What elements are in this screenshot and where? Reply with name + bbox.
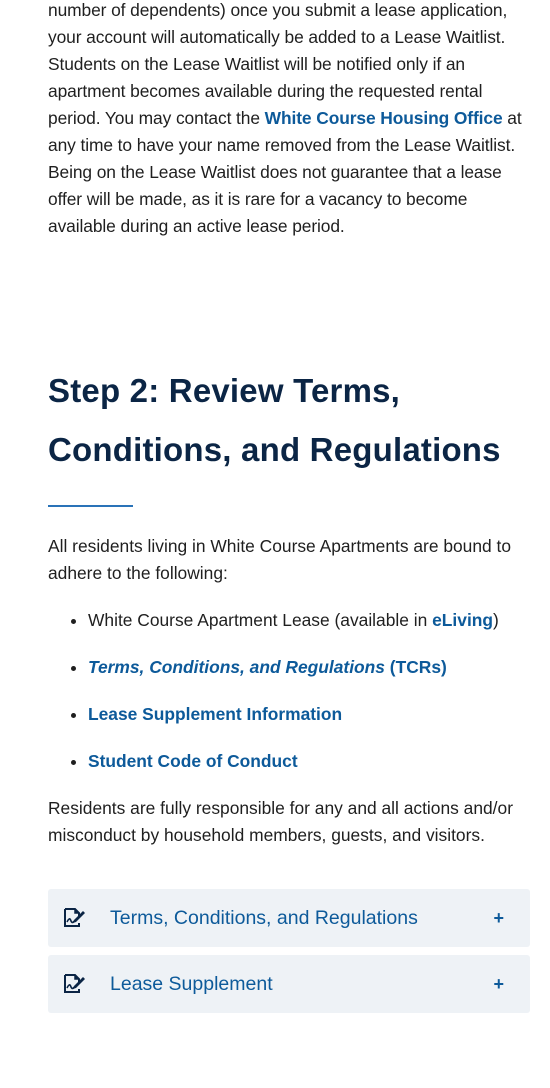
responsibility-paragraph: Residents are fully responsible for any and all actions and/or misconduct by household members, guests, and visitors. [48,798,513,845]
signature-document-icon [62,973,86,995]
tcrs-link[interactable]: Terms, Conditions, and Regulations [88,657,385,677]
accordion-label: Lease Supplement [110,973,273,995]
student-code-of-conduct-link[interactable]: Student Code of Conduct [88,751,298,771]
residents-bound-paragraph: All residents living in White Course Apartments are bound to adhere to the following: [48,536,512,583]
lease-item-closing: ) [493,610,499,630]
step-2-heading: Step 2: Review Terms, Conditions, and Regulations [48,372,501,468]
main-content [48,0,530,995]
accordion-terms-conditions-regulations[interactable] [48,889,530,947]
requirements-list [48,607,499,795]
intro-text-after: at any time to have your name removed from the Lease Waitlist. Being on the Lease Waitlist does not guarantee that a lease offer will be made, as it is rare for a vacancy to become available during an active lease period. [48,108,522,236]
heading-divider [48,505,133,507]
accordion-label: Terms, Conditions, and Regulations [110,907,418,929]
list-item [88,748,499,775]
white-course-housing-office-link[interactable]: White Course Housing Office [264,108,503,128]
signature-document-icon [62,907,86,929]
accordion-lease-supplement[interactable] [48,955,530,1013]
lease-supplement-information-link[interactable]: Lease Supplement Information [88,704,343,724]
intro-text-before: number of dependents) once you submit a lease application, your account will automatically be added to a Lease Waitlist. Students on the Lease Waitlist will be notified only if an apartment becomes available during the requested rental period. You may contact the [48,0,508,128]
list-item [88,701,499,728]
expand-plus-icon[interactable]: + [493,908,504,928]
tcrs-abbrev-link[interactable]: (TCRs) [384,657,447,677]
list-item [88,607,499,634]
eliving-link[interactable]: eLiving [432,610,494,630]
list-item [88,654,499,681]
lease-waitlist-paragraph [48,0,530,240]
expand-plus-icon[interactable]: + [493,974,504,994]
lease-item-text: White Course Apartment Lease (available in [88,610,433,630]
